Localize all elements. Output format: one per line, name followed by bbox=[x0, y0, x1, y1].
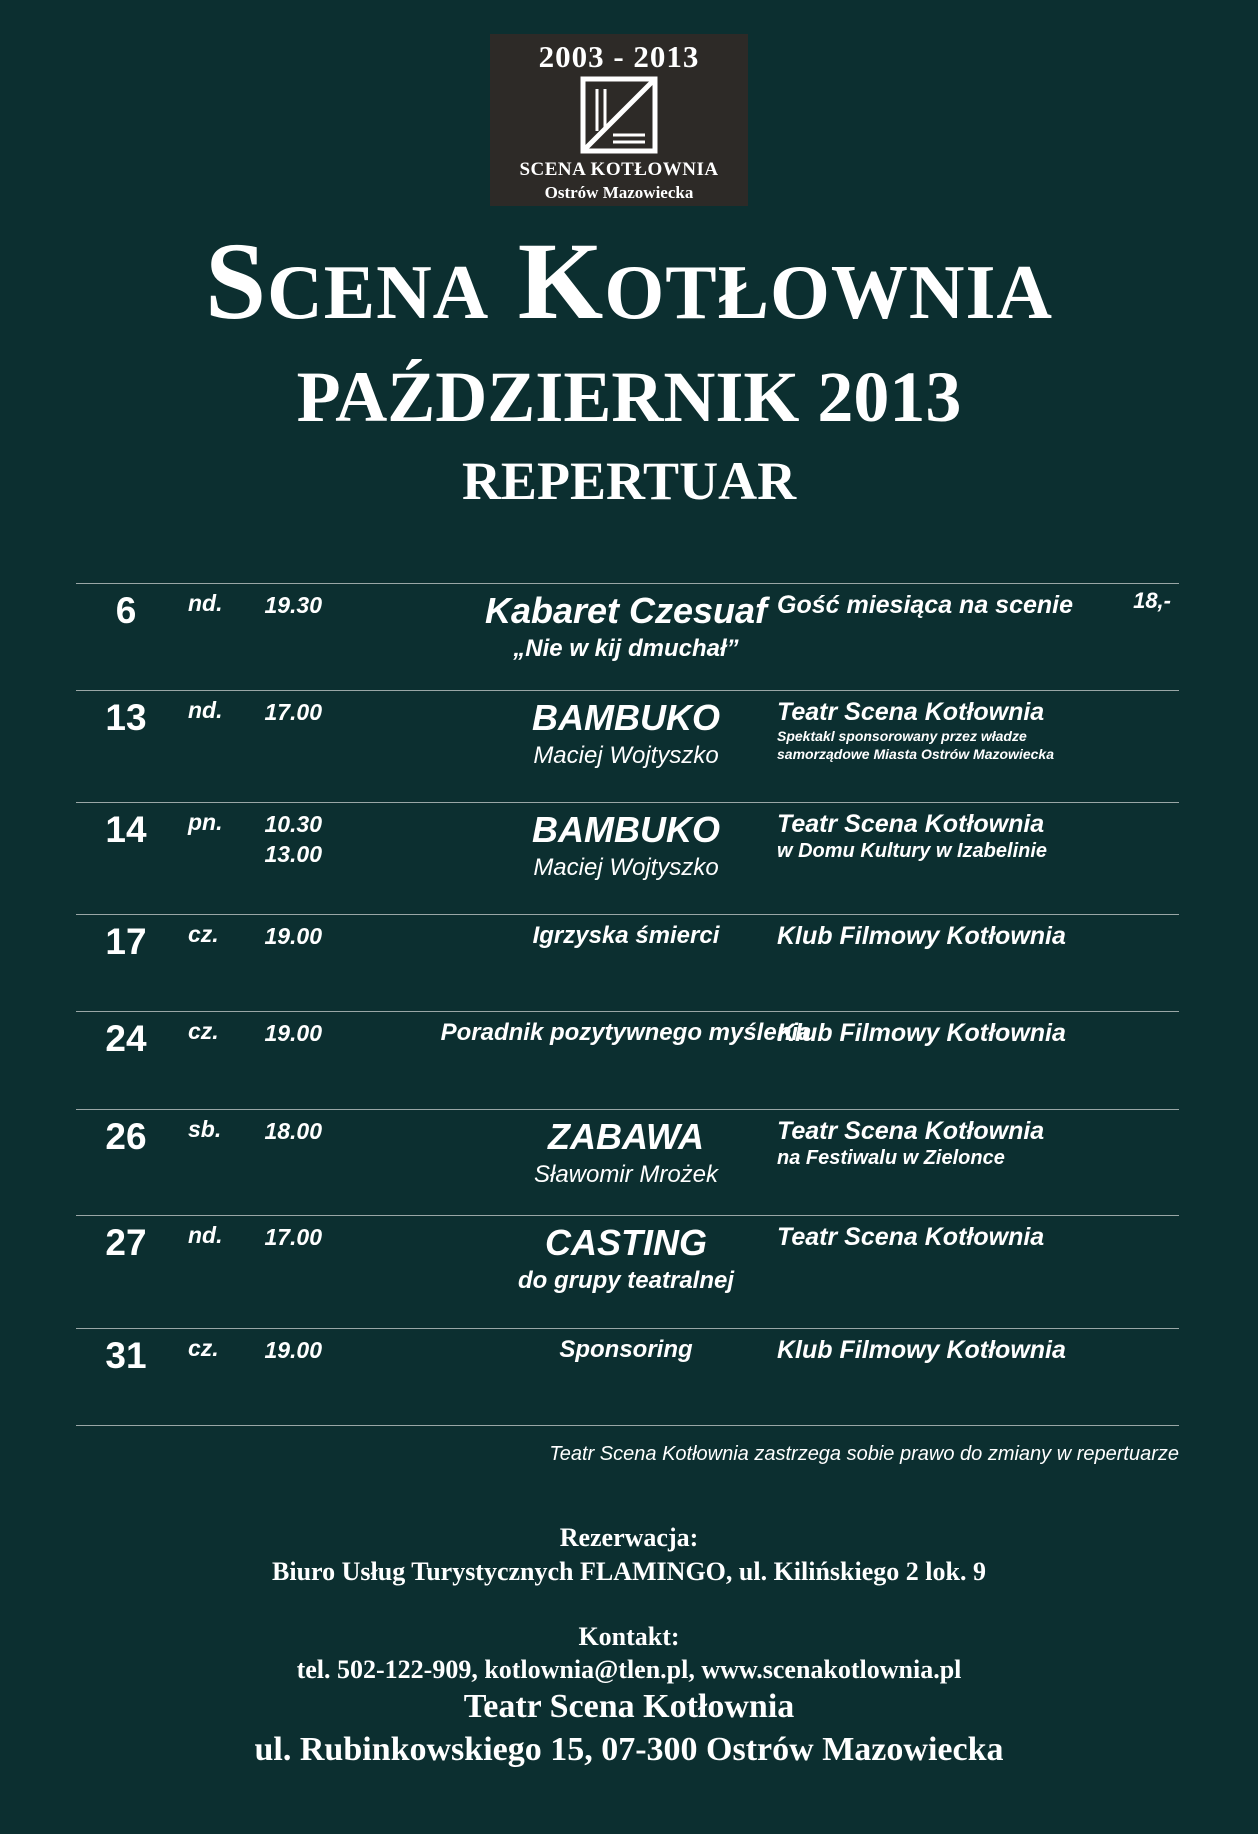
event-venue: Teatr Scena Kotłownia na Festiwalu w Zielonce bbox=[777, 1116, 1117, 1170]
event-time: 17.00 bbox=[264, 1224, 322, 1250]
event-weekday: cz. bbox=[188, 1335, 219, 1361]
event-venue-note: w Domu Kultury w Izabelinie bbox=[777, 840, 1048, 862]
repertoire-title: REPERTUAR bbox=[461, 451, 797, 511]
event-time: 18.00 bbox=[264, 1118, 322, 1144]
event-day: 26 bbox=[105, 1116, 147, 1157]
event-day: 14 bbox=[105, 809, 147, 850]
event-title: Igrzyska śmierci bbox=[532, 922, 720, 949]
schedule-row bbox=[76, 1215, 1179, 1328]
event-time: 19.00 bbox=[264, 1337, 322, 1363]
event-day: 13 bbox=[105, 697, 147, 738]
disclaimer: Teatr Scena Kotłownia zastrzega sobie prawo do zmiany w repertuarze bbox=[549, 1443, 1179, 1465]
org-name: Teatr Scena Kotłownia bbox=[463, 1688, 795, 1725]
schedule-table bbox=[76, 583, 1179, 1426]
contact-text: tel. 502-122-909, kotlownia@tlen.pl, www.scenakotlownia.pl bbox=[296, 1655, 962, 1684]
event-venue-note: na Festiwalu w Zielonce bbox=[777, 1147, 1005, 1169]
event-weekday: pn. bbox=[188, 809, 223, 835]
event-day: 17 bbox=[105, 921, 147, 962]
event-day: 24 bbox=[105, 1018, 147, 1059]
event-venue: Klub Filmowy Kotłownia bbox=[777, 1336, 1066, 1364]
event-weekday: cz. bbox=[188, 921, 219, 947]
event-venue-note: Spektakl sponsorowany przez władze samorządowe Miasta Ostrów Mazowiecka bbox=[777, 728, 1054, 762]
event-time: 17.00 bbox=[264, 699, 322, 725]
event-time: 19.00 bbox=[264, 923, 322, 949]
event-weekday: nd. bbox=[188, 697, 223, 723]
event-weekday: nd. bbox=[188, 590, 223, 616]
event-title: Poradnik pozytywnego myślenia bbox=[440, 1019, 812, 1046]
event-title: BAMBUKO Maciej Wojtyszko bbox=[532, 809, 720, 881]
org-address: ul. Rubinkowskiego 15, 07-300 Ostrów Mazowiecka bbox=[254, 1731, 1004, 1768]
event-weekday: sb. bbox=[188, 1116, 222, 1142]
schedule-row bbox=[76, 802, 1179, 914]
reservation-text: Biuro Usług Turystycznych FLAMINGO, ul. Kilińskiego 2 lok. 9 bbox=[272, 1557, 986, 1586]
logo-name: SCENA KOTŁOWNIA bbox=[519, 159, 719, 180]
event-venue: Klub Filmowy Kotłownia bbox=[777, 922, 1066, 950]
month-title: PAŹDZIERNIK 2013 bbox=[296, 357, 962, 437]
page-title: Scena Kotłownia bbox=[204, 220, 1054, 342]
event-title: ZABAWA Sławomir Mrożek bbox=[533, 1116, 719, 1188]
event-price: 18,- bbox=[1133, 588, 1171, 613]
event-title: Sponsoring bbox=[559, 1336, 693, 1363]
schedule-row bbox=[76, 914, 1179, 1011]
event-venue: Teatr Scena Kotłownia w Domu Kultury w Izabelinie bbox=[777, 809, 1117, 863]
event-day: 31 bbox=[105, 1335, 147, 1376]
event-venue: Klub Filmowy Kotłownia bbox=[777, 1019, 1066, 1047]
schedule-row bbox=[76, 690, 1179, 802]
contact-label: Kontakt: bbox=[578, 1622, 680, 1651]
schedule-row bbox=[76, 1328, 1179, 1426]
logo bbox=[490, 34, 748, 206]
event-weekday: nd. bbox=[188, 1222, 223, 1248]
event-time: 10.30 13.00 bbox=[264, 811, 322, 867]
event-day: 27 bbox=[105, 1222, 147, 1263]
event-venue: Teatr Scena Kotłownia Spektakl sponsorowany przez władze samorządowe Miasta Ostrów Mazowiecka bbox=[777, 697, 1117, 763]
schedule-row bbox=[76, 1109, 1179, 1215]
schedule-row bbox=[76, 1011, 1179, 1109]
schedule-row bbox=[76, 583, 1179, 690]
logo-town: Ostrów Mazowiecka bbox=[544, 183, 694, 202]
event-weekday: cz. bbox=[188, 1018, 219, 1044]
event-venue: Teatr Scena Kotłownia bbox=[777, 1223, 1045, 1251]
event-day: 6 bbox=[115, 590, 137, 631]
event-time: 19.00 bbox=[264, 1020, 322, 1046]
event-title: CASTING do grupy teatralnej bbox=[517, 1222, 735, 1294]
event-title: BAMBUKO Maciej Wojtyszko bbox=[532, 697, 720, 769]
event-time: 19.30 bbox=[264, 592, 322, 618]
logo-years: 2003 - 2013 bbox=[538, 39, 700, 74]
event-title: Kabaret Czesuaf „Nie w kij dmuchał” bbox=[484, 590, 768, 662]
event-venue: Gość miesiąca na scenie bbox=[777, 591, 1074, 619]
reservation-label: Rezerwacja: bbox=[559, 1523, 699, 1552]
scena-kotlownia-logo-icon bbox=[579, 75, 659, 155]
